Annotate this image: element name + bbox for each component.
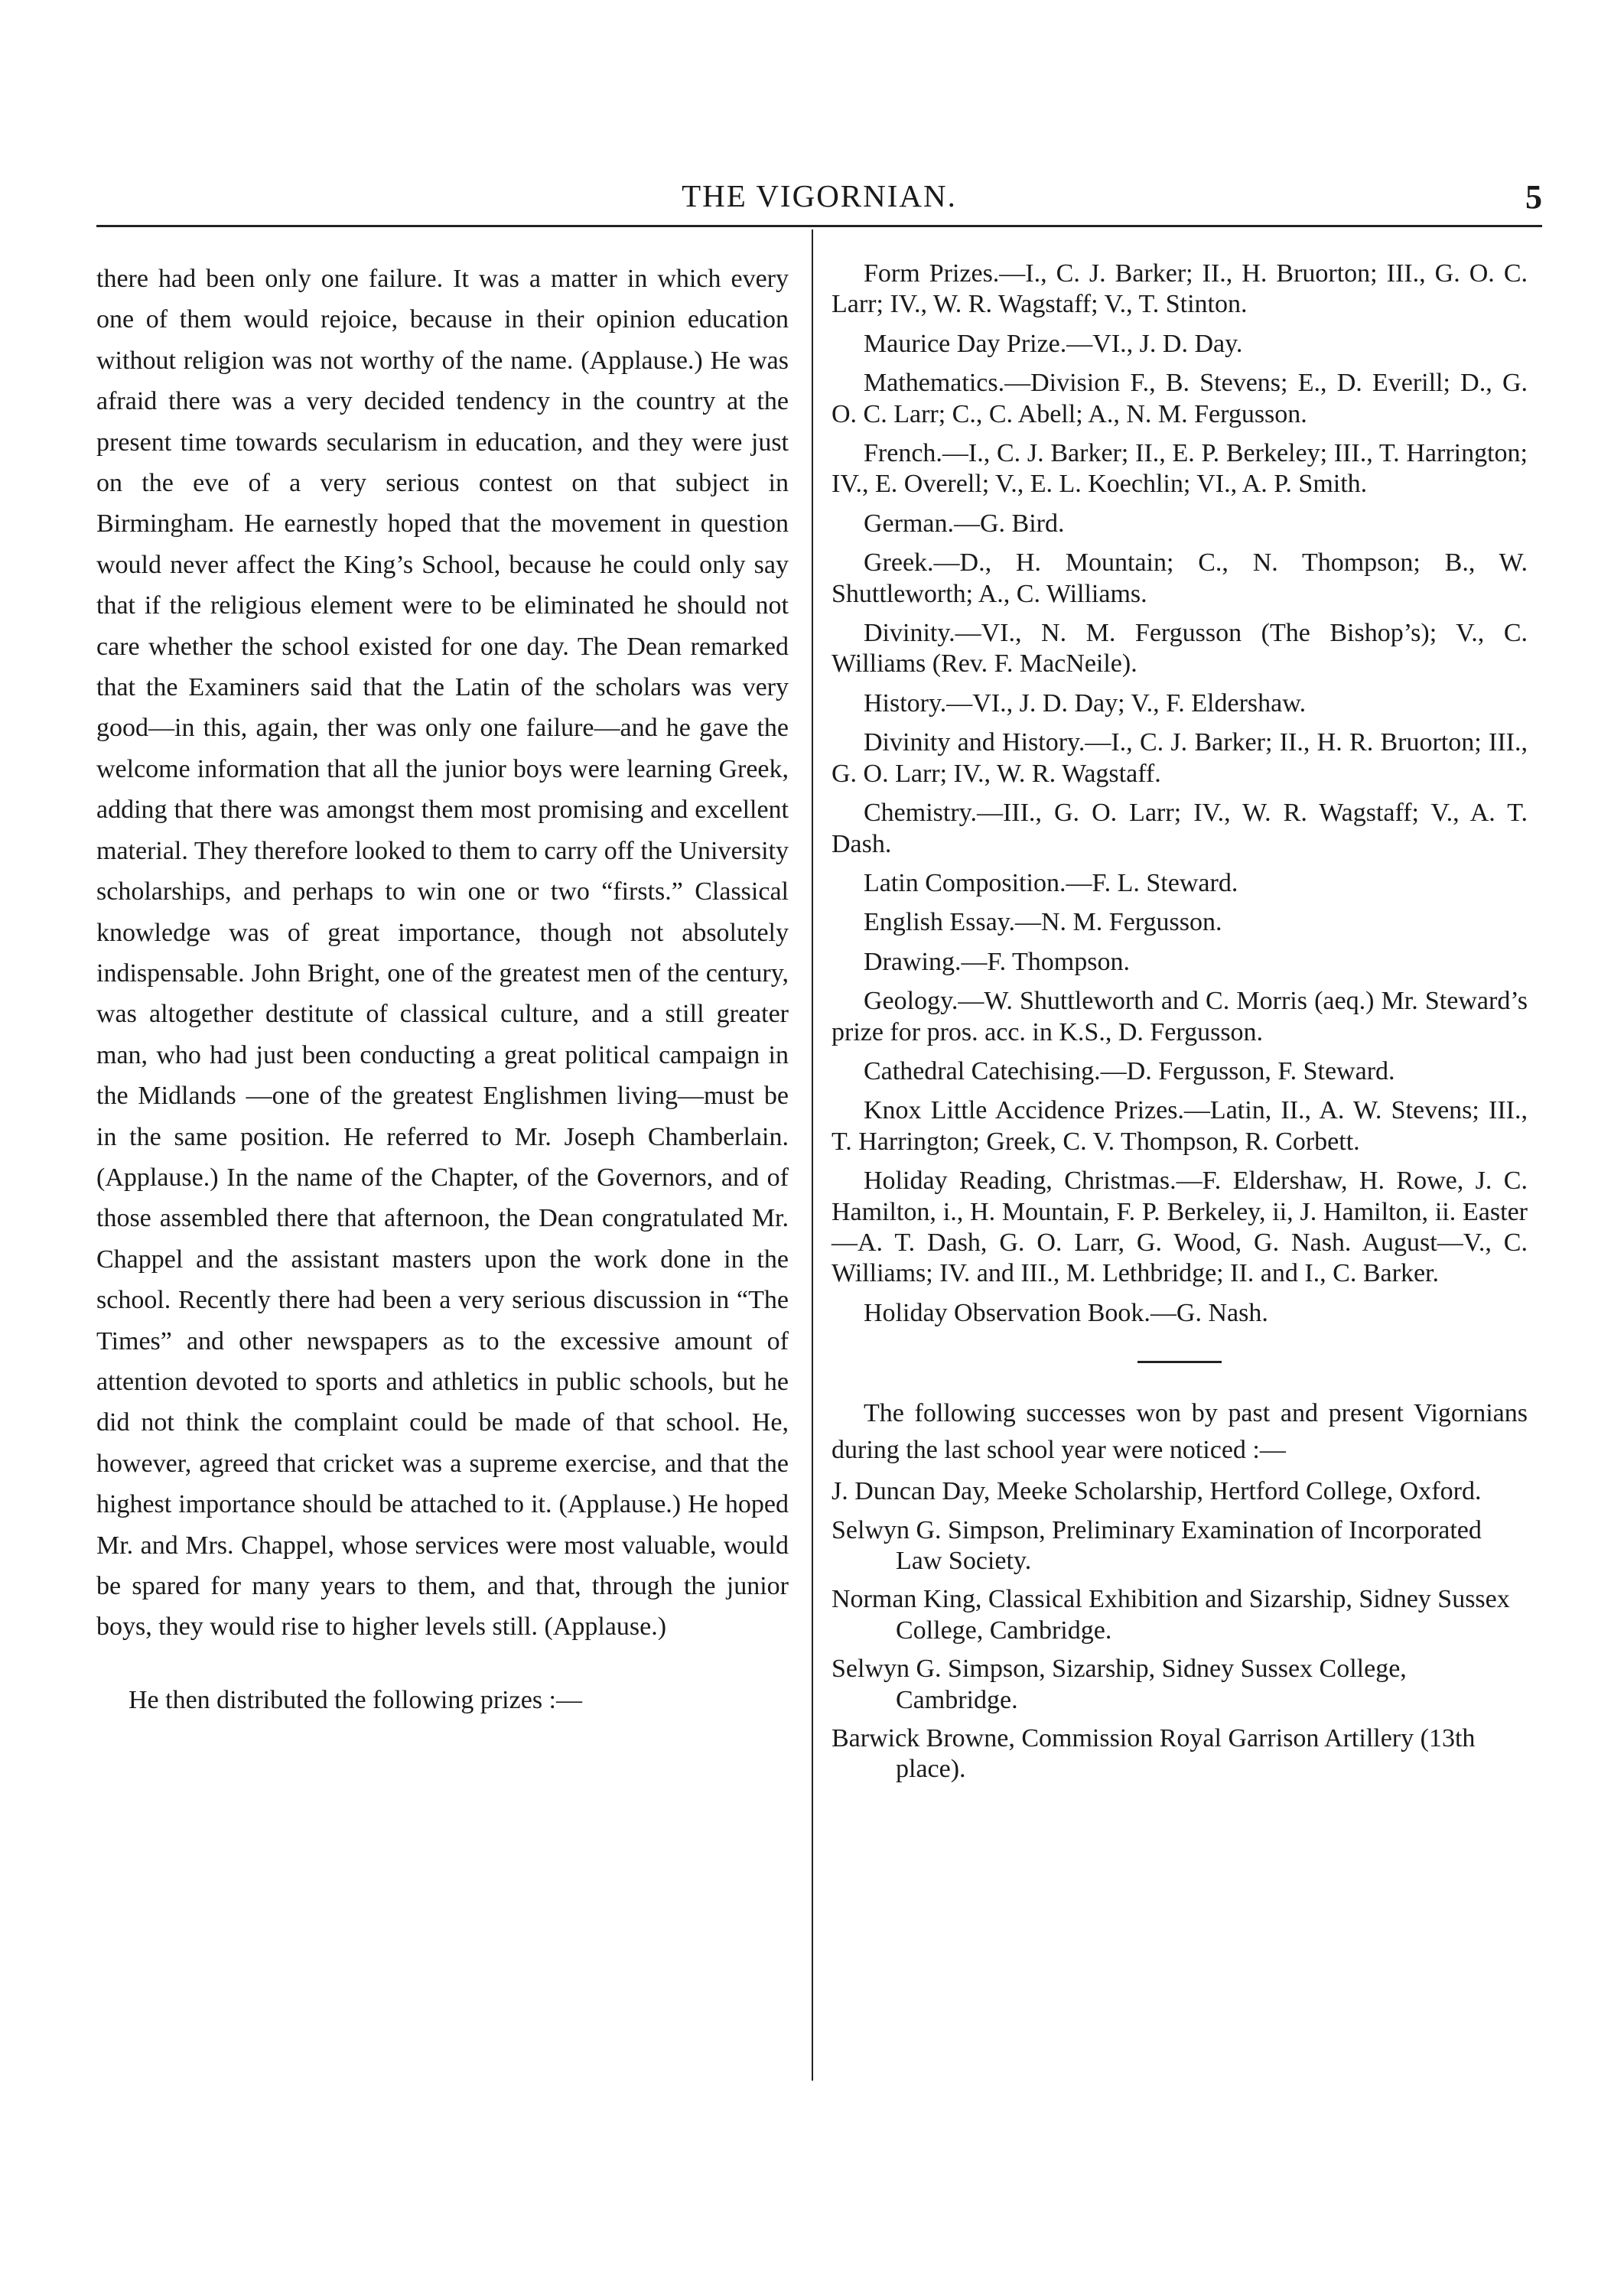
successes-list — [832, 1476, 1528, 1785]
prize-history: History.—VI., J. D. Day; V., F. Eldershaw. — [864, 688, 1307, 718]
prize-latin-composition: Latin Composition.—F. L. Steward. — [864, 868, 1238, 897]
successes-intro: The following successes won by past and present Vigornians during the last school year were noticed :— — [832, 1399, 1528, 1465]
prize-holiday-observation-book: Holiday Observation Book.—G. Nash. — [864, 1298, 1268, 1327]
prize-knox-little-accidence: Knox Little Accidence Prizes.—Latin, II., A. W. Stevens; III., T. Harrington; Greek, C. V. Thompson, R. Corbett. — [832, 1096, 1528, 1156]
page-header — [96, 170, 1542, 223]
speech-paragraph: there had been only one failure. It was a matter in which every one of them would rejoice, because in their opinion education without religion was not worthy of the name. (Applause.) He was afraid there was a very decided tendency in the country at the present time towards secularism in education, and they were just on the eve of a very serious contest on that subject in Birmingham. He earnestly hoped that the movement in question would never affect the King’s School, because he could only say that if the religious element were to be eliminated he should not care whether the school existed for one day. The Dean remarked that the Examiners said that the Latin of the scholars was very good—in this, again, ther was only one failure—and he gave the welcome information that all the junior boys were learning Greek, adding that there was amongst them most promising and excellent material. They therefore looked to them to carry off the University scholarships, and perhaps to win one or two “firsts.” Classical knowledge was of great importance, though not absolutely indispensable. John Bright, one of the greatest men of the century, was altogether destitute of classical culture, and a still greater man, who had just been conducting a great political campaign in the Midlands —one of the greatest Englishmen living—must be in the same position. He referred to Mr. Joseph Chamberlain. (Applause.) In the name of the Chapter, of the Governors, and of those assembled there that afternoon, the Dean congratulated Mr. Chappel and the assistant masters upon the work done in the school. Recently there had been a very serious discussion in “The Times” and other newspapers as to the excessive amount of attention devoted to sports and athletics in public schools, but he did not think the complaint could be made of that school. He, however, agreed that cricket was a supreme exercise, and that the highest importance should be attached to it. (Applause.) He hoped Mr. and Mrs. Chappel, whose services were most valuable, would be spared for many years to them, and that, through the junior boys, they would rise to higher levels still. (Applause.) — [96, 265, 789, 1642]
prize-cathedral-catechising: Cathedral Catechising.—D. Fergusson, F. Steward. — [864, 1056, 1395, 1085]
prize-maurice-day: Maurice Day Prize.—VI., J. D. Day. — [864, 329, 1243, 358]
success-item: J. Duncan Day, Meeke Scholarship, Hertford College, Oxford. — [832, 1477, 1482, 1506]
right-column — [832, 259, 1528, 1793]
prize-german: German.—G. Bird. — [864, 509, 1065, 538]
prize-greek: Greek.—D., H. Mountain; C., N. Thompson; B., W. Shuttleworth; A., C. Williams. — [832, 548, 1528, 608]
prize-geology: Geology.—W. Shuttleworth and C. Morris (aeq.) Mr. Steward’s prize for pros. acc. in K.S., D. Fergusson. — [832, 987, 1528, 1046]
section-separator — [1137, 1361, 1222, 1363]
prize-form-prizes: Form Prizes.—I., C. J. Barker; II., H. Bruorton; III., G. O. C. Larr; IV., W. R. Wagstaff; V., T. Stinton. — [832, 259, 1528, 319]
prize-drawing: Drawing.—F. Thompson. — [864, 947, 1130, 976]
prize-chemistry: Chemistry.—III., G. O. Larr; IV., W. R. Wagstaff; V., A. T. Dash. — [832, 799, 1528, 858]
prize-list — [832, 259, 1528, 1329]
prizes-intro-line: He then distributed the following prizes :— — [129, 1685, 582, 1714]
column-divider — [812, 229, 813, 2081]
journal-title: THE VIGORNIAN. — [682, 178, 957, 213]
success-item: Selwyn G. Simpson, Sizarship, Sidney Sussex College, Cambridge. — [832, 1655, 1407, 1714]
left-column — [96, 259, 789, 1720]
header-rule — [96, 225, 1542, 227]
prize-french: French.—I., C. J. Barker; II., E. P. Berkeley; III., T. Harrington; IV., E. Overell; V., E. L. Koechlin; VI., A. P. Smith. — [832, 439, 1528, 499]
prize-mathematics: Mathematics.—Division F., B. Stevens; E., D. Everill; D., G. O. C. Larr; C., C. Abell; A., N. M. Fergusson. — [832, 369, 1528, 428]
prize-divinity: Divinity.—VI., N. M. Fergusson (The Bishop’s); V., C. Williams (Rev. F. MacNeile). — [832, 619, 1528, 679]
prize-divinity-and-history: Divinity and History.—I., C. J. Barker; II., H. R. Bruorton; III., G. O. Larr; IV., W. R. Wagstaff. — [832, 728, 1528, 788]
page-number: 5 — [1525, 178, 1542, 216]
prize-english-essay: English Essay.—N. M. Fergusson. — [864, 908, 1222, 937]
prize-holiday-reading: Holiday Reading, Christmas.—F. Eldershaw, H. Rowe, J. C. Hamilton, i., H. Mountain, F. P. Berkeley, ii, J. Hamilton, ii. Easter—A. T. Dash, G. O. Larr, G. Wood, G. Nash. August—V., C. Williams; IV. and III., M. Lethbridge; II. and I., C. Barker. — [832, 1167, 1528, 1288]
success-item: Norman King, Classical Exhibition and Sizarship, Sidney Sussex College, Cambridge. — [832, 1585, 1510, 1645]
success-item: Barwick Browne, Commission Royal Garrison Artillery (13th place). — [832, 1724, 1476, 1784]
success-item: Selwyn G. Simpson, Preliminary Examination of Incorporated Law Society. — [832, 1515, 1482, 1575]
